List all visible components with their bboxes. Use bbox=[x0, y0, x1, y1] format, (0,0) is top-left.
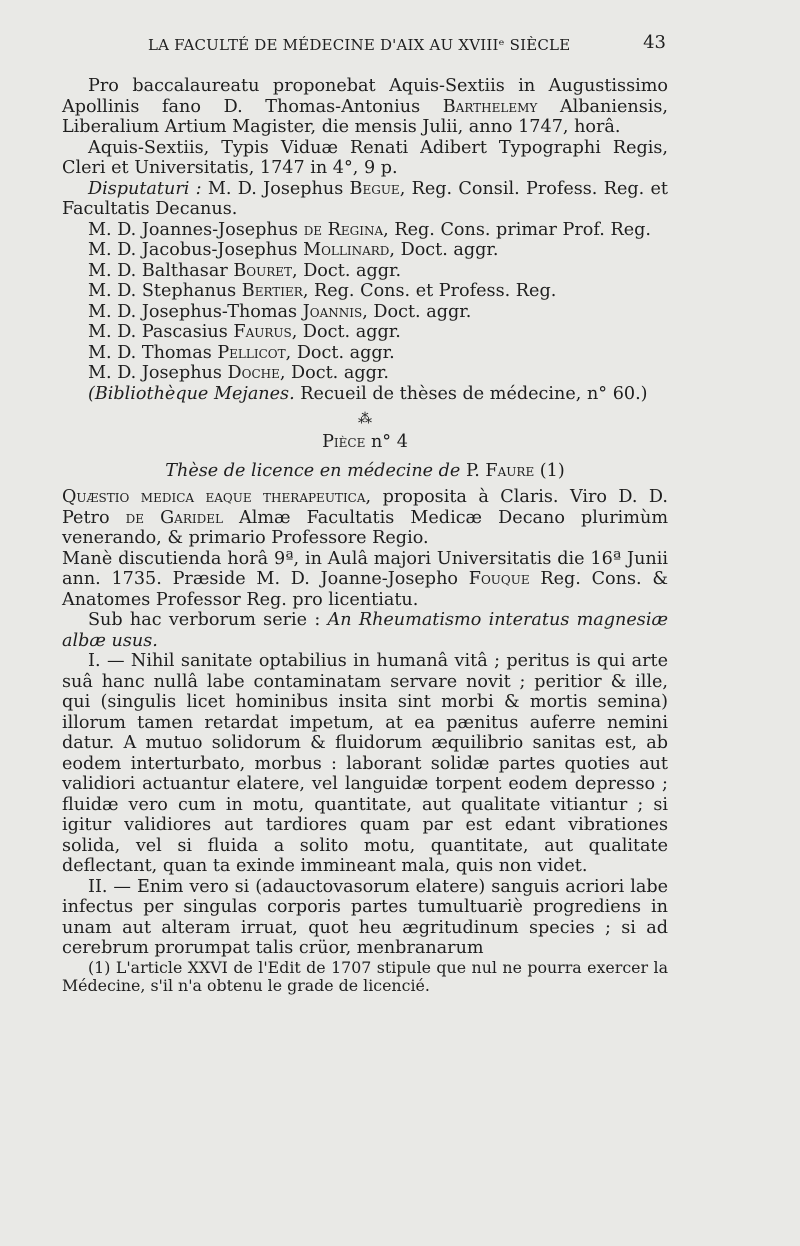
page-body bbox=[62, 76, 668, 995]
running-header bbox=[148, 32, 666, 58]
examiner-line: M. D. Thomas Pellicot, Doct. aggr. bbox=[88, 342, 395, 363]
disputaturi-paragraph: Disputaturi : M. D. Josephus Begue, Reg. Consil. Profess. Reg. et Facultatis Decanus. bbox=[62, 178, 669, 219]
examiner-line: M. D. Pascasius Faurus, Doct. aggr. bbox=[88, 322, 401, 342]
examiner-line: M. D. Stephanus Bertier, Reg. Cons. et Profess. Reg. bbox=[88, 281, 557, 301]
section-two-paragraph: II. — Enim vero si (adauctovasorum elatere) sanguis acriori labe infectus per singulas corporis partes tumultuariè progrediens in unam aut alteram irruat, quot heu ægritudinum species ; si ad cerebrum prorumpat talis crüor, menbranarum bbox=[62, 876, 668, 958]
examiner-line: M. D. Josephus Doche, Doct. aggr. bbox=[88, 363, 389, 383]
asterism-ornament: ⁂ bbox=[358, 411, 372, 427]
intro-paragraph: Pro baccalaureatu proponebat Aquis-Sextiis in Augustissimo Apollinis fano D. Thomas-Antonius Barthelemy Albaniensis, Liberalium Artium Magister, die mensis Julii, anno 1747, horâ. bbox=[62, 76, 669, 137]
examiner-line: M. D. Balthasar Bouret, Doct. aggr. bbox=[88, 260, 402, 281]
subject-paragraph: Sub hac verborum serie : An Rheumatismo interatus magnesiæ albæ usus. bbox=[62, 610, 668, 651]
questio-paragraph: Quæstio medica eaque therapeutica, proposita à Claris. Viro D. D. Petro de Garidel Almæ Facultatis Medicæ Decano plurimùm venerando, & primario Professore Regio. bbox=[62, 487, 669, 548]
section-one-paragraph: I. — Nihil sanitate optabilius in humanâ vitâ ; peritus is qui arte suâ hanc nullâ labe contaminatam servare novit ; peritior & ille, qui (singulis licet hominibus insita sint morbi & mortis semina) illorum tamen retardat impetum, at ea pænitus auferre nemini datur. A mutuo solidorum & fluidorum æquilibrio sanitas est, ab eodem interturbato, morbus : laborant solidæ partes quoties aut validiori actuantur elatere, vel languidæ torpent eodem depresso ; fluidæ vero cum in motu, quantitate, aut qualitate vitiantur ; si igitur validiores aut tardiores quam par est edant vibrationes solida, vel si fluida a solito motu, quantitate, aut qualitate deflectant, quan ta exinde immineant mala, quis non videt. bbox=[62, 651, 668, 876]
imprint-paragraph: Aquis-Sextiis, Typis Viduæ Renati Adibert Typographi Regis, Cleri et Universitatis, 1747 in 4°, 9 p. bbox=[62, 137, 668, 178]
examiner-list bbox=[62, 220, 668, 384]
piece-heading: Pièce n° 4 bbox=[322, 432, 408, 452]
page-number: 43 bbox=[643, 32, 666, 53]
mane-paragraph: Manè discutienda horâ 9ª, in Aulâ majori Universitatis die 16ª Junii ann. 1735. Præside M. D. Joanne-Josepho Fouque Reg. Cons. & Anatomes Professor Reg. pro licentiatu. bbox=[62, 548, 668, 610]
examiner-line: M. D. Jacobus-Josephus Mollinard, Doct. aggr. bbox=[88, 240, 499, 260]
thesis-subtitle: Thèse de licence en médecine de P. Faure (1) bbox=[165, 460, 565, 481]
footnote: (1) L'article XXVI de l'Edit de 1707 stipule que nul ne pourra exercer la Médecine, s'il n'a obtenu le grade de licencié. bbox=[62, 957, 668, 995]
examiner-line: M. D. Joannes-Josephus de Regina, Reg. Cons. primar Prof. Reg. bbox=[88, 219, 651, 240]
examiner-line: M. D. Josephus-Thomas Joannis, Doct. aggr. bbox=[88, 301, 472, 322]
source-citation: (Bibliothèque Mejanes. Recueil de thèses de médecine, n° 60.) bbox=[88, 383, 648, 404]
running-title: LA FACULTÉ DE MÉDECINE D'AIX AU XVIIIᵉ SIÈCLE bbox=[148, 36, 571, 54]
